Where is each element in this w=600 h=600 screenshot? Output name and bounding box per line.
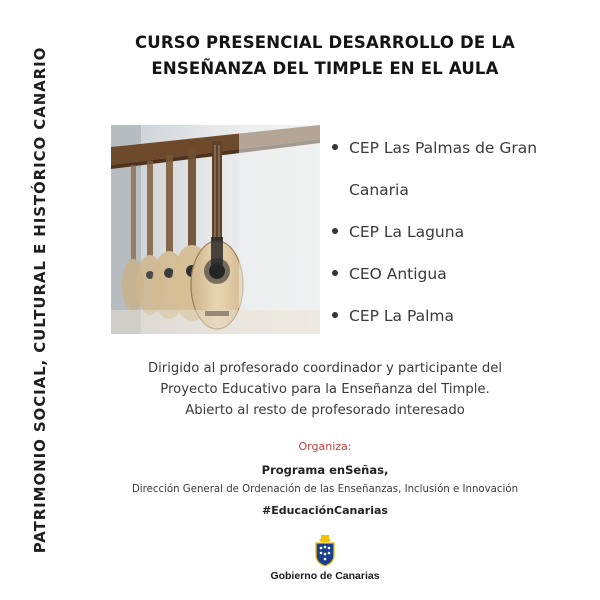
timples-hanging-image: [111, 125, 320, 334]
program-name: Programa enSeñas,: [261, 463, 389, 477]
title-line-1: CURSO PRESENCIAL DESARROLLO DE LA: [134, 33, 516, 52]
coat-of-arms-icon: [312, 535, 338, 567]
organiza-label: Organiza:: [298, 440, 352, 453]
page-title: [90, 30, 560, 82]
list-item: CEP La Palma: [330, 295, 580, 337]
list-item: CEP La Laguna: [330, 211, 580, 253]
hashtag: #EducaciónCanarias: [262, 504, 388, 517]
description-line-2: Proyecto Educativo para la Enseñanza del Timple.: [160, 382, 490, 397]
gobierno-logo-text: Gobierno de Canarias: [270, 570, 380, 582]
gobierno-logo: [240, 535, 410, 582]
description-line-1: Dirigido al profesorado coordinador y participante del: [147, 361, 503, 376]
location-list: [330, 127, 580, 337]
title-line-2: ENSEÑANZA DEL TIMPLE EN EL AULA: [151, 59, 499, 78]
directorate-name: Dirección General de Ordenación de las Enseñanzas, Inclusión e Innovación: [131, 484, 519, 495]
description-line-3: Abierto al resto de profesorado interesado: [185, 403, 465, 418]
timple-photo: [111, 125, 320, 334]
description-text: [90, 358, 560, 421]
side-vertical-text: PATRIMONIO SOCIAL, CULTURAL E HISTÓRICO CANARIO: [31, 46, 49, 554]
list-item: CEP Las Palmas de Gran Canaria: [330, 127, 580, 211]
list-item: CEO Antigua: [330, 253, 580, 295]
